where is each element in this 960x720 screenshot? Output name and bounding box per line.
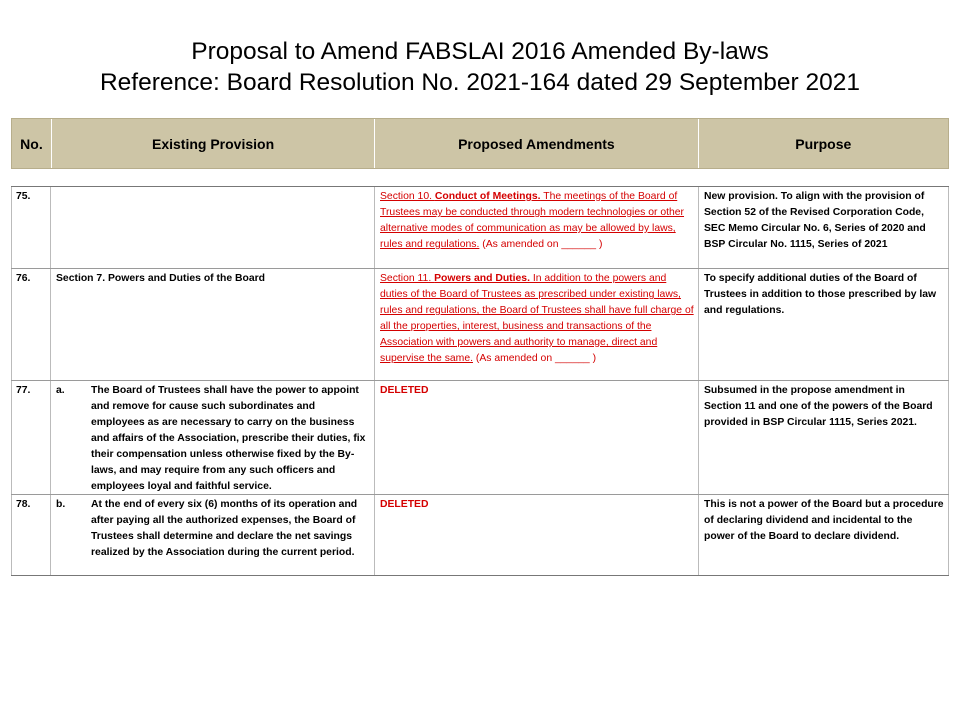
title-line-2: Reference: Board Resolution No. 2021-164 dated 29 September 2021 bbox=[99, 69, 860, 96]
existing-provision bbox=[51, 381, 375, 494]
table-row bbox=[11, 381, 949, 495]
header-purpose: Purpose bbox=[795, 135, 852, 152]
header-existing-provision: Existing Provision bbox=[52, 119, 375, 168]
row-number: 78. bbox=[11, 495, 51, 575]
proposed-amendment: DELETED bbox=[375, 495, 699, 575]
purpose: This is not a power of the Board but a procedure of declaring dividend and incidental to the power of the Board to declare dividend. bbox=[699, 495, 949, 575]
proposed-amendment bbox=[375, 187, 699, 268]
section-heading: Conduct of Meetings. bbox=[434, 191, 541, 202]
existing-provision bbox=[51, 495, 375, 575]
header-no: No. bbox=[12, 119, 52, 168]
section-heading: Powers and Duties. bbox=[434, 273, 530, 284]
proposed-amendment: DELETED bbox=[375, 381, 699, 494]
title-line-1: Proposal to Amend FABSLAI 2016 Amended By-laws bbox=[191, 38, 769, 65]
purpose: Subsumed in the propose amendment in Section 11 and one of the powers of the Board provided in BSP Circular 1115, Series 2021. bbox=[699, 381, 949, 494]
table-row bbox=[11, 495, 949, 575]
row-number: 76. bbox=[11, 269, 51, 380]
amendment-text: In addition to the powers and duties of the Board of Trustees as prescribed under existing laws, rules and regulations, the Board of Trustees shall have full charge of all the properties, interest, business and transactions of the Association with powers and authority to manage, direct and supervise the same. bbox=[380, 273, 694, 364]
amendment-text: The meetings of the Board of Trustees may be conducted through modern technologies or other alternative modes of communication as may be allowed by laws, rules and regulations. bbox=[380, 191, 685, 250]
sub-item-letter: b. bbox=[56, 499, 66, 510]
proposed-amendment bbox=[375, 269, 699, 380]
existing-provision bbox=[51, 187, 375, 268]
row-number: 77. bbox=[11, 381, 51, 494]
section-lead: Section 10. bbox=[380, 191, 435, 202]
row-number: 75. bbox=[11, 187, 51, 268]
purpose: To specify additional duties of the Board of Trustees in addition to those prescribed by law and regulations. bbox=[699, 269, 949, 380]
existing-provision: Section 7. Powers and Duties of the Board bbox=[51, 269, 375, 380]
section-lead: Section 11. bbox=[380, 273, 435, 284]
sub-item-letter: a. bbox=[56, 385, 65, 396]
purpose: New provision. To align with the provision of Section 52 of the Revised Corporation Code, SEC Memo Circular No. 6, Series of 2020 and BSP Circular No. 1115, Series of 2021 bbox=[699, 187, 949, 268]
sub-item-text: At the end of every six (6) months of its operation and after paying all the authorized expenses, the Board of Trustees shall determine and declare the net savings realized by the Association during the current period. bbox=[91, 499, 358, 558]
amendment-table bbox=[11, 186, 949, 576]
header-proposed-amendments: Proposed Amendments bbox=[375, 119, 698, 168]
table-row bbox=[11, 269, 949, 381]
table-header bbox=[11, 118, 949, 169]
sub-item-text: The Board of Trustees shall have the power to appoint and remove for cause such subordinates and employees as are necessary to carry on the business and affairs of the Association, prescribe their duties, fix their compensation unless otherwise fixed by the By-laws, and may require from any such officers and employees loyal and faithful service. bbox=[91, 385, 366, 492]
amended-on-note: (As amended on ______ ) bbox=[472, 353, 597, 364]
table-row bbox=[11, 187, 949, 269]
amended-on-note: (As amended on ______ ) bbox=[479, 239, 603, 250]
page-title bbox=[0, 36, 960, 98]
